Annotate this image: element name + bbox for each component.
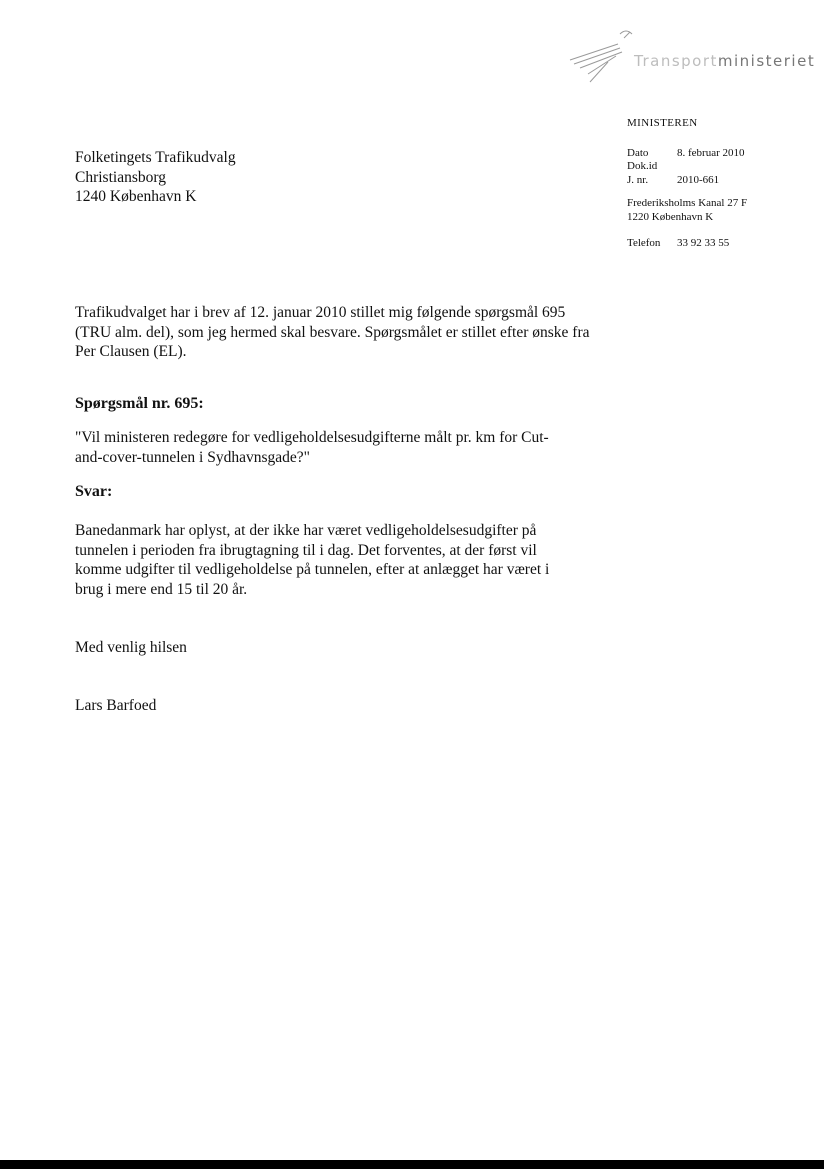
logo-wordmark-main: ministeriet [717,52,816,70]
meta-phone-row [627,237,729,250]
jnr-label: J. nr. [627,174,649,186]
recipient-line1: Folketingets Trafikudvalg [75,149,236,166]
question-text: "Vil ministeren redegøre for vedligeholdelsesudgifterne målt pr. km for Cut-and-cover-tunnelen i Sydhavnsgade?" [75,429,549,466]
closing-text: Med venlig hilsen [75,639,187,656]
logo-wordmark-faint: Transport [634,52,718,70]
question-heading: Spørgsmål nr. 695: [75,395,204,412]
intro-paragraph: Trafikudvalget har i brev af 12. januar 2010 stillet mig følgende spørgsmål 695 (TRU alm. del), som jeg hermed skal besvare. Spørgsmålet er stillet efter ønske fra Per Clausen (EL). [75,304,590,360]
date-label: Dato [627,147,649,159]
recipient-address [75,148,236,207]
date-value: 8. februar 2010 [677,147,745,159]
dokid-label: Dok.id [627,160,658,172]
answer-paragraph: Banedanmark har oplyst, at der ikke har været vedligeholdelsesudgifter på tunnelen i perioden fra ibrugtagning til i dag. Det forventes, at der først vil komme udgifter til vedligeholdelse på tunnelen, efter at anlægget har været i brug i mere end 15 til 20 år. [75,522,550,598]
scan-edge-bar [0,1160,824,1169]
meta-jnr-row [627,174,719,187]
sender-address-line2: 1220 København K [627,211,714,223]
meta-dokid-row [627,160,677,173]
sender-address-line1: Frederiksholms Kanal 27 F [627,197,748,209]
signature-name: Lars Barfoed [75,697,157,714]
recipient-line3: 1240 København K [75,188,197,205]
phone-value: 33 92 33 55 [677,237,730,249]
sender-title: MINISTEREN [627,117,698,129]
sender-address [627,196,747,224]
ministry-logo [560,22,816,92]
answer-heading: Svar: [75,483,113,500]
phone-label: Telefon [627,237,661,249]
logo-wordmark [634,52,815,70]
jnr-value: 2010-661 [677,174,720,186]
recipient-line2: Christiansborg [75,168,166,186]
meta-date-row [627,147,745,160]
